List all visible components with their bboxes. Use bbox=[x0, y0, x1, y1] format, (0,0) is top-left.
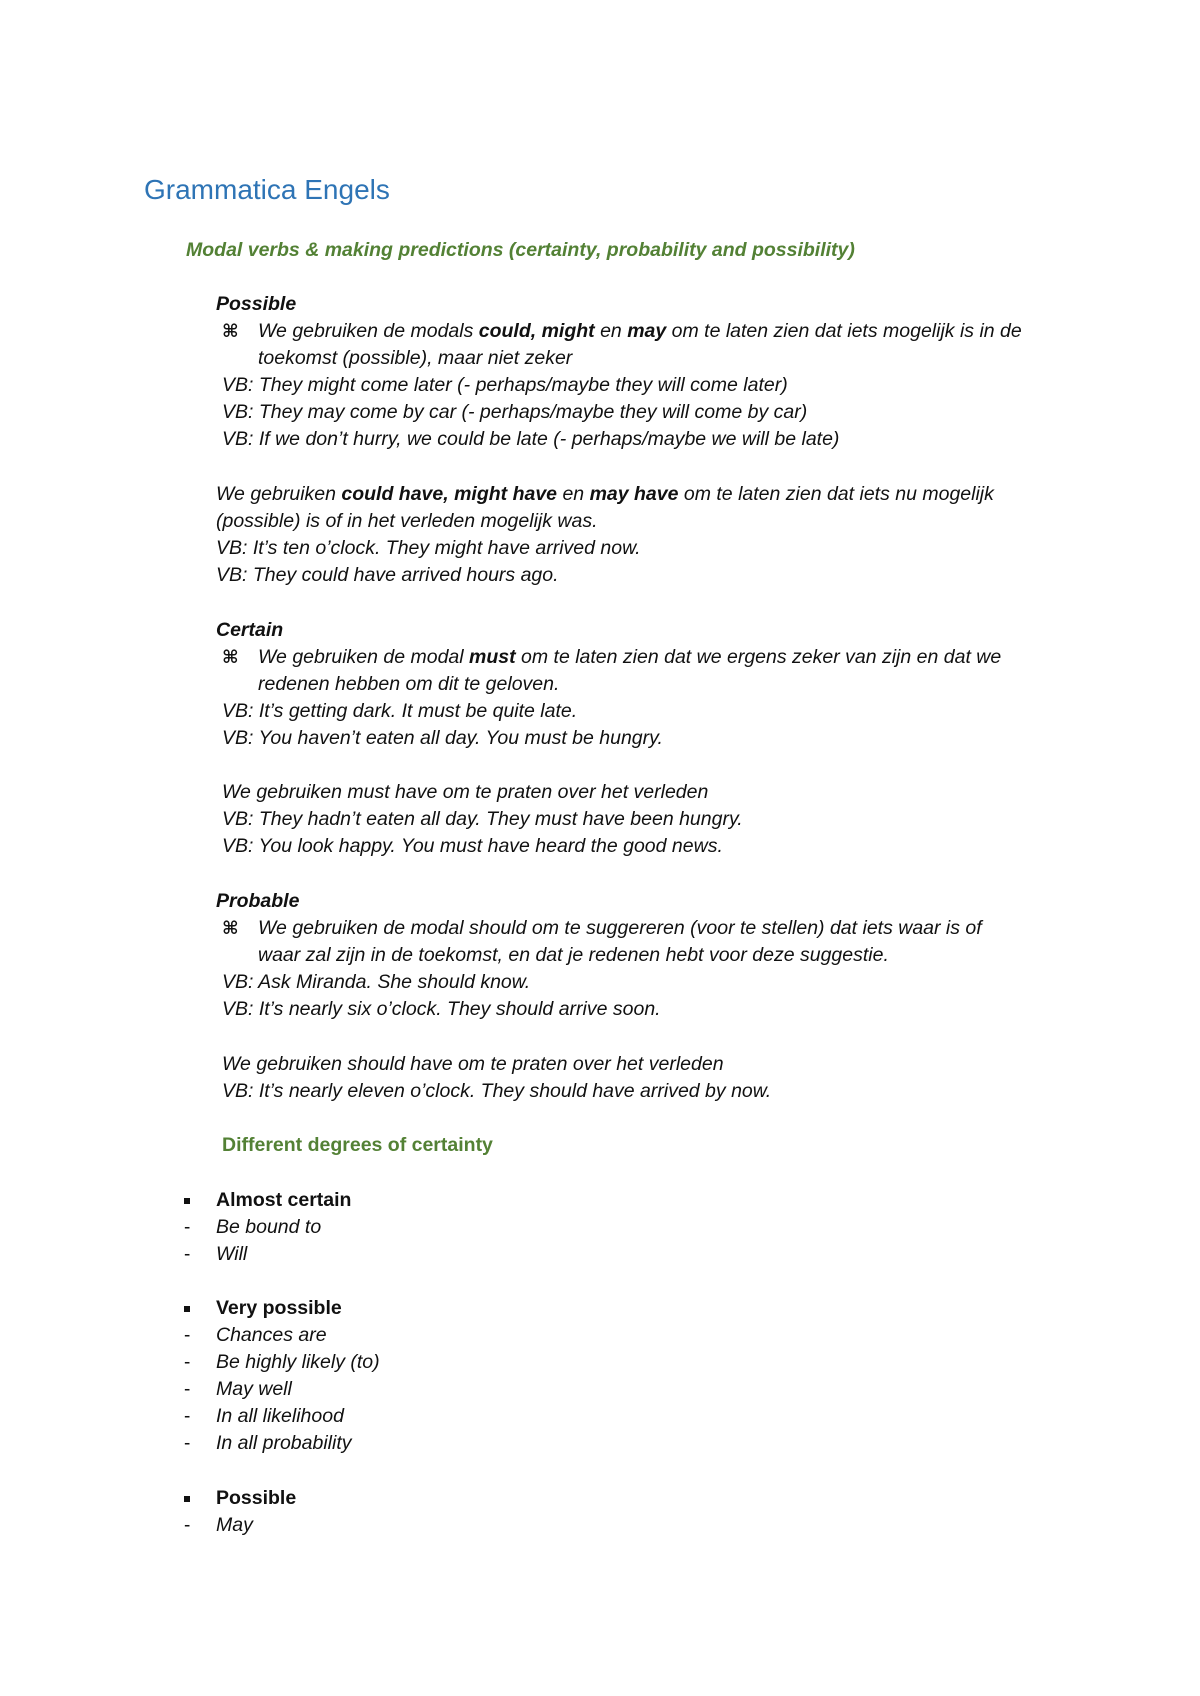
probable-bullet-line2: waar zal zijn in de toekomst, en dat je redenen hebt voor deze suggestie. bbox=[258, 944, 889, 966]
degree-item: May bbox=[216, 1514, 253, 1536]
certain-example: VB: You haven’t eaten all day. You must be hungry. bbox=[222, 727, 663, 749]
square-bullet-icon bbox=[184, 1198, 190, 1204]
square-bullet-icon bbox=[184, 1306, 190, 1312]
certain-heading: Certain bbox=[216, 619, 284, 641]
certain-paragraph: We gebruiken must have om te praten over het verleden bbox=[222, 781, 709, 803]
degree-item: Will bbox=[216, 1243, 248, 1265]
dash-bullet-icon: - bbox=[184, 1352, 191, 1373]
command-bullet-icon: ⌘ bbox=[222, 321, 239, 341]
probable-bullet-line1: We gebruiken de modal should om te suggereren (voor te stellen) dat iets waar is of bbox=[258, 917, 982, 939]
dash-bullet-icon: - bbox=[184, 1244, 191, 1265]
dash-bullet-icon: - bbox=[184, 1325, 191, 1346]
possible-bullet-line2: toekomst (possible), maar niet zeker bbox=[258, 347, 573, 369]
possible-example: VB: If we don’t hurry, we could be late (- perhaps/maybe we will be late) bbox=[222, 428, 840, 450]
degrees-heading: Different degrees of certainty bbox=[222, 1134, 493, 1156]
square-bullet-icon bbox=[184, 1496, 190, 1502]
certain-example: VB: It’s getting dark. It must be quite late. bbox=[222, 700, 578, 722]
degree-group-label: Almost certain bbox=[216, 1189, 352, 1211]
probable-paragraph: We gebruiken should have om te praten over het verleden bbox=[222, 1053, 724, 1075]
dash-bullet-icon: - bbox=[184, 1406, 191, 1427]
possible-example: VB: They might come later (- perhaps/maybe they will come later) bbox=[222, 374, 788, 396]
dash-bullet-icon: - bbox=[184, 1379, 191, 1400]
degree-item: Be bound to bbox=[216, 1216, 322, 1238]
possible-example: VB: It’s ten o’clock. They might have arrived now. bbox=[216, 537, 641, 559]
command-bullet-icon: ⌘ bbox=[222, 918, 239, 938]
degree-item: In all likelihood bbox=[216, 1405, 344, 1427]
certain-bullet-line2: redenen hebben om dit te geloven. bbox=[258, 673, 560, 695]
probable-example: VB: Ask Miranda. She should know. bbox=[222, 971, 531, 993]
degree-group-label: Very possible bbox=[216, 1297, 342, 1319]
possible-example: VB: They could have arrived hours ago. bbox=[216, 564, 559, 586]
command-bullet-icon: ⌘ bbox=[222, 647, 239, 667]
degree-item: May well bbox=[216, 1378, 292, 1400]
probable-example: VB: It’s nearly six o’clock. They should arrive soon. bbox=[222, 998, 661, 1020]
possible-paragraph-line2: (possible) is of in het verleden mogelijk was. bbox=[216, 510, 598, 532]
dash-bullet-icon: - bbox=[184, 1515, 191, 1536]
degree-item: Be highly likely (to) bbox=[216, 1351, 380, 1373]
section-subtitle: Modal verbs & making predictions (certainty, probability and possibility) bbox=[186, 239, 855, 261]
certain-example: VB: They hadn’t eaten all day. They must have been hungry. bbox=[222, 808, 743, 830]
certain-example: VB: You look happy. You must have heard the good news. bbox=[222, 835, 723, 857]
possible-example: VB: They may come by car (- perhaps/maybe they will come by car) bbox=[222, 401, 808, 423]
page-title: Grammatica Engels bbox=[144, 174, 390, 205]
degree-item: In all probability bbox=[216, 1432, 352, 1454]
possible-bullet-line1: We gebruiken de modals could, might en may om te laten zien dat iets mogelijk is in de bbox=[258, 320, 1022, 342]
probable-heading: Probable bbox=[216, 890, 300, 912]
degree-group-label: Possible bbox=[216, 1487, 297, 1509]
probable-example: VB: It’s nearly eleven o’clock. They should have arrived by now. bbox=[222, 1080, 772, 1102]
certain-bullet-line1: We gebruiken de modal must om te laten zien dat we ergens zeker van zijn en dat we bbox=[258, 646, 1002, 668]
possible-heading: Possible bbox=[216, 293, 297, 315]
dash-bullet-icon: - bbox=[184, 1433, 191, 1454]
degree-item: Chances are bbox=[216, 1324, 327, 1346]
dash-bullet-icon: - bbox=[184, 1217, 191, 1238]
possible-paragraph-line1: We gebruiken could have, might have en may have om te laten zien dat iets nu mogelijk bbox=[216, 483, 994, 505]
